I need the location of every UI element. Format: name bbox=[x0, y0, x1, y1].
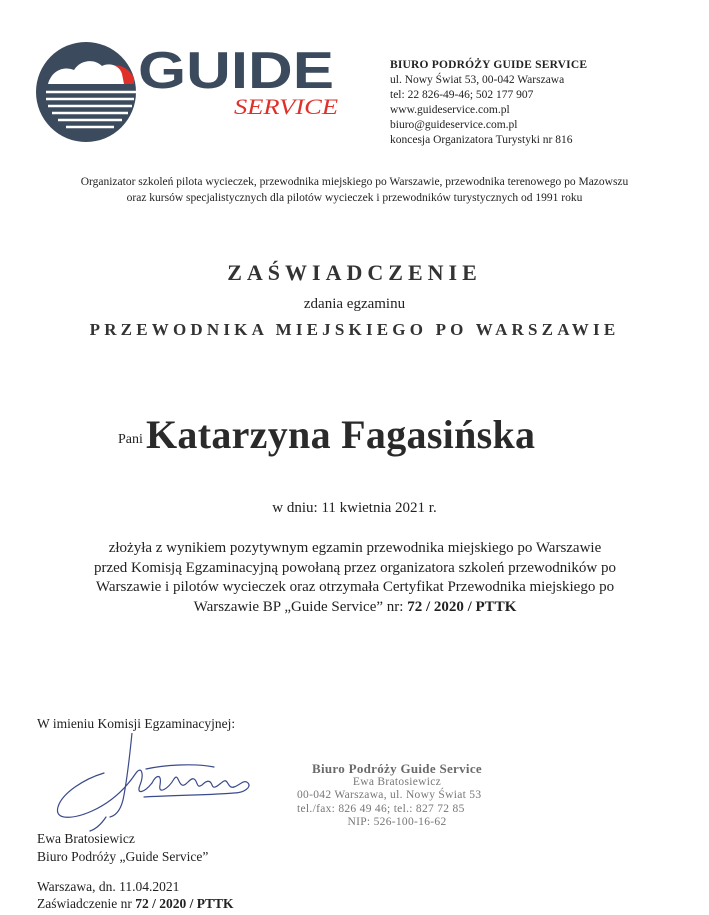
company-phone: tel: 22 826-49-46; 502 177 907 bbox=[390, 89, 534, 101]
stamp-address: 00-042 Warszawa, ul. Nowy Świat 53 bbox=[297, 789, 482, 801]
company-header bbox=[390, 58, 587, 148]
logo-service-text: SERVICE bbox=[234, 94, 339, 119]
logo-brand-text: GUIDE bbox=[138, 42, 334, 100]
company-name: BIURO PODRÓŻY GUIDE SERVICE bbox=[390, 59, 588, 71]
company-stamp bbox=[297, 762, 497, 830]
exam-date: w dniu: 11 kwietnia 2021 r. bbox=[272, 500, 437, 516]
certificate-title-2: PRZEWODNIKA MIEJSKIEGO PO WARSZAWIE bbox=[89, 320, 620, 339]
signer-name: Ewa Bratosiewicz bbox=[37, 831, 135, 846]
company-address: ul. Nowy Świat 53, 00-042 Warszawa bbox=[390, 74, 565, 86]
organizer-line-1: Organizator szkoleń pilota wycieczek, przewodnika miejskiego po Warszawie, przewodnika terenowego po Mazowszu bbox=[80, 176, 629, 188]
company-license: koncesja Organizatora Turystyki nr 816 bbox=[390, 134, 573, 146]
signer-org: Biuro Podróży „Guide Service” bbox=[37, 849, 209, 864]
stamp-title: Biuro Podróży Guide Service bbox=[312, 761, 482, 776]
organizer-description bbox=[0, 175, 709, 206]
stamp-nip: NIP: 526-100-16-62 bbox=[347, 816, 447, 828]
body-line-3: Warszawie i pilotów wycieczek oraz otrzymała Certyfikat Przewodnika miejskiego po bbox=[95, 579, 615, 595]
place-and-number bbox=[37, 878, 233, 912]
company-website: www.guideservice.com.pl bbox=[390, 104, 510, 116]
company-logo bbox=[34, 40, 352, 150]
signature-graphic bbox=[44, 733, 264, 843]
salutation: Pani bbox=[118, 432, 143, 447]
stamp-name: Ewa Bratosiewicz bbox=[352, 775, 442, 788]
certificate-ref-label: Zaświadczenie nr bbox=[37, 896, 136, 911]
place-date: Warszawa, dn. 11.04.2021 bbox=[37, 879, 180, 894]
certificate-ref bbox=[37, 895, 233, 912]
certificate-subtitle: zdania egzaminu bbox=[303, 296, 406, 312]
organizer-line-2: oraz kursów specjalistycznych dla pilotów wycieczek i przewodników turystycznych od 1991 roku bbox=[126, 191, 583, 204]
body-line-4 bbox=[40, 598, 670, 618]
logo-graphic bbox=[34, 40, 352, 150]
certificate-body bbox=[40, 539, 670, 617]
stamp-phones: tel./fax: 826 49 46; tel.: 827 72 85 bbox=[297, 802, 465, 815]
certificate-number: 72 / 2020 / PTTK bbox=[407, 598, 517, 615]
body-line-2: przed Komisją Egzaminacyjną powołaną przez organizatora szkoleń przewodników po bbox=[93, 559, 617, 576]
company-email: biuro@guideservice.com.pl bbox=[390, 119, 518, 131]
recipient-name: Katarzyna Fagasińska bbox=[146, 412, 536, 457]
handwritten-signature bbox=[44, 733, 264, 843]
body-line-4-prefix: Warszawie BP „Guide Service” nr: bbox=[193, 598, 408, 615]
committee-label: W imieniu Komisji Egzaminacyjnej: bbox=[37, 716, 236, 731]
body-line-1: złożyła z wynikiem pozytywnym egzamin przewodnika miejskiego po Warszawie bbox=[108, 540, 602, 556]
signer-block bbox=[37, 830, 208, 866]
certificate-title: ZAŚWIADCZENIE bbox=[227, 260, 482, 285]
certificate-ref-number: 72 / 2020 / PTTK bbox=[135, 896, 234, 911]
